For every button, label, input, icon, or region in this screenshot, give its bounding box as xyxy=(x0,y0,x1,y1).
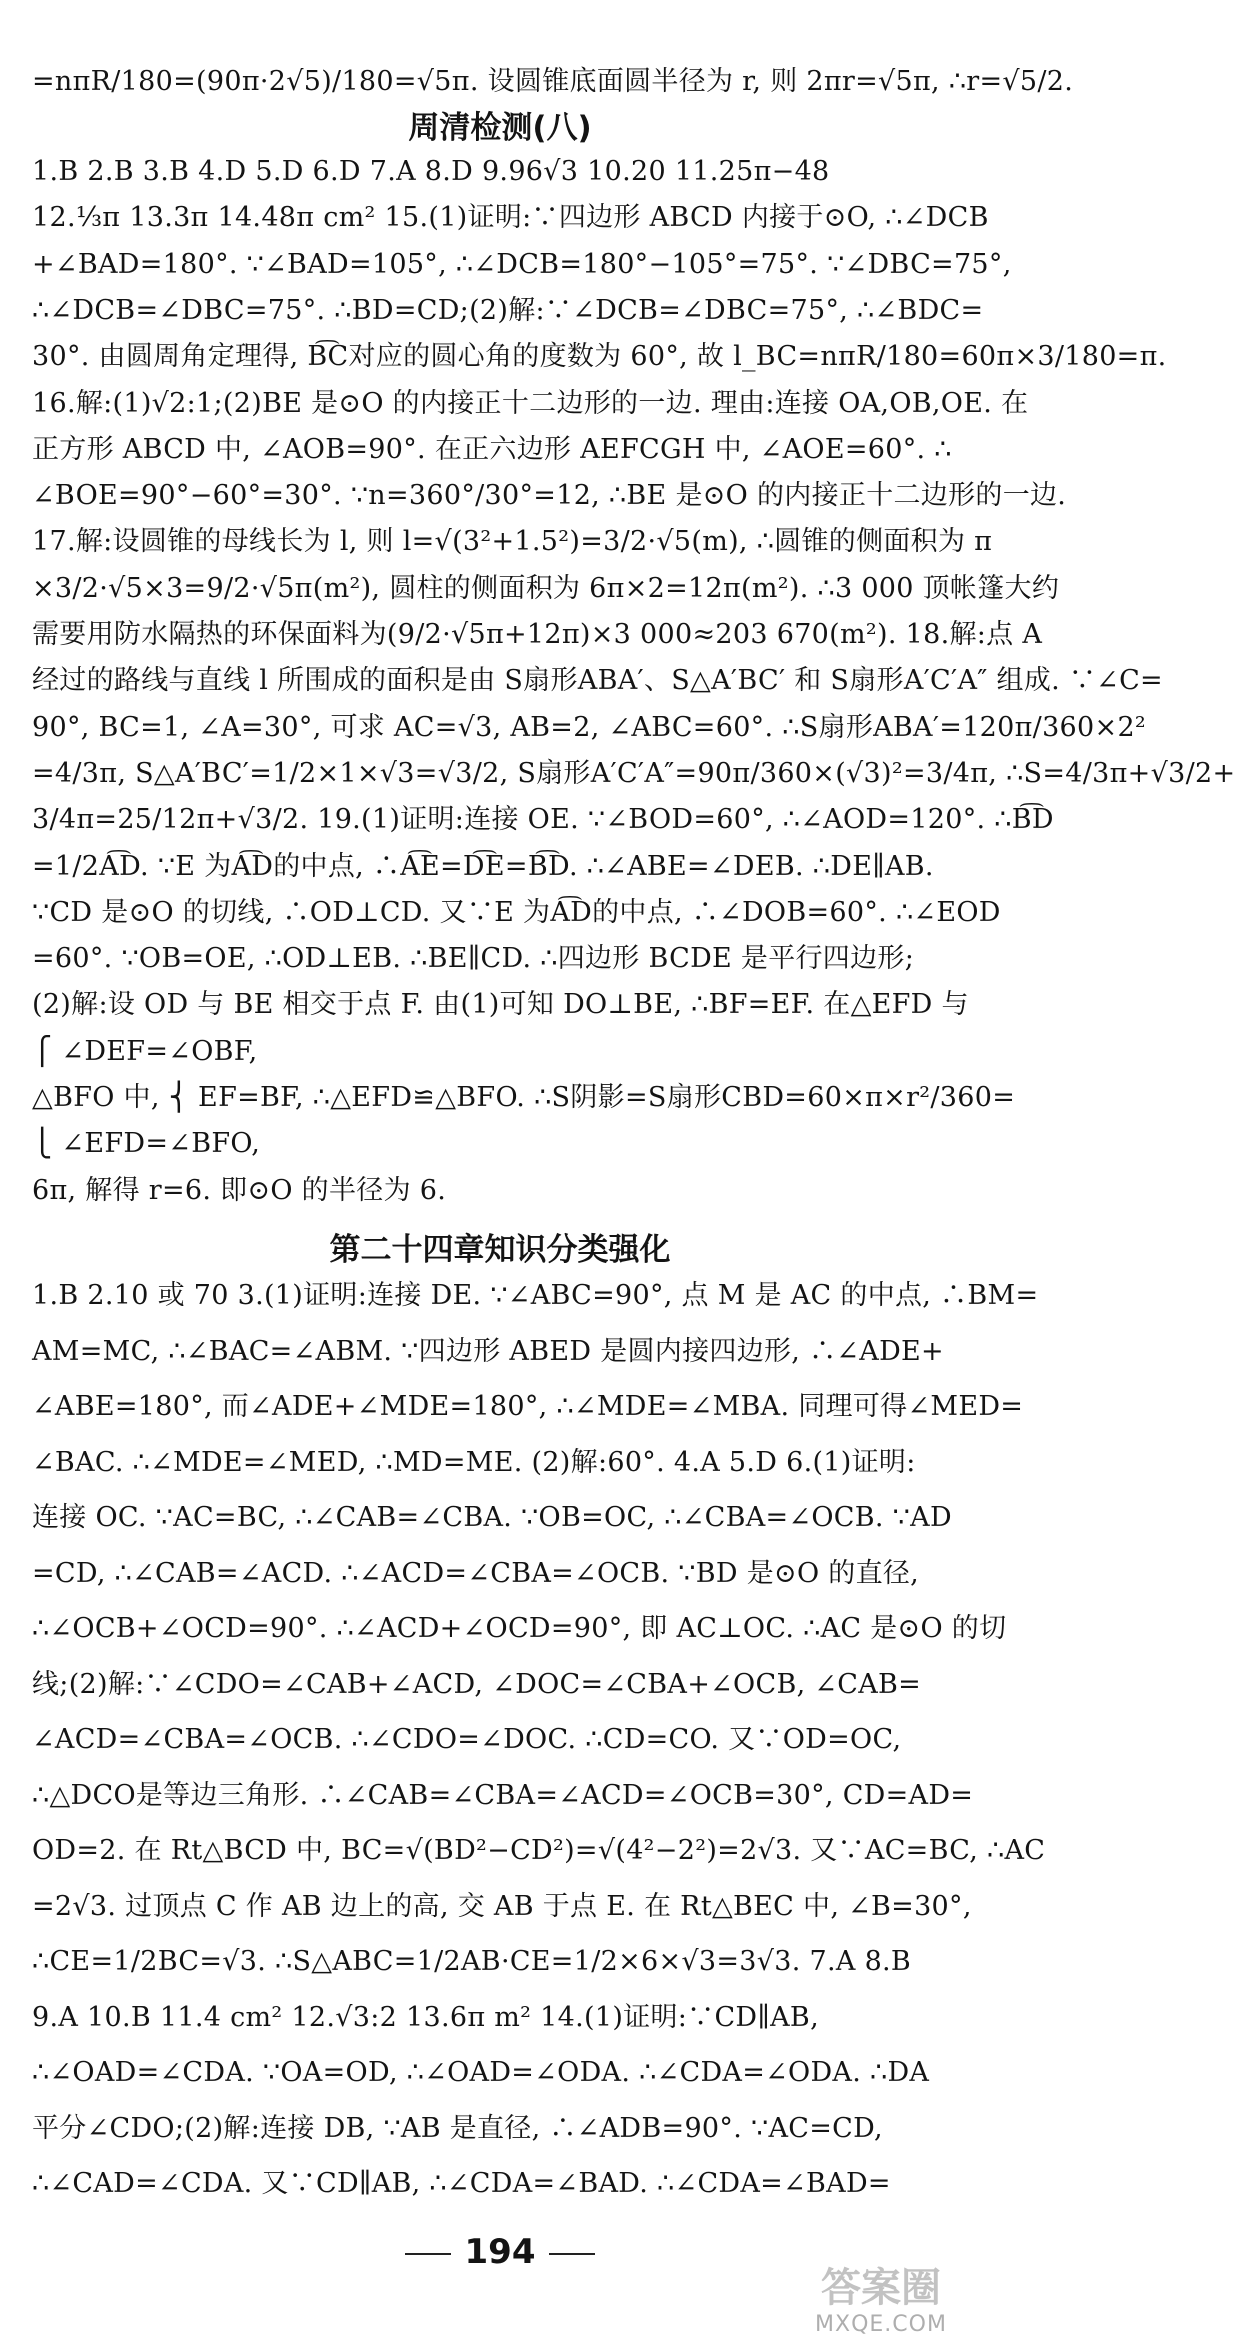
watermark-logo xyxy=(776,2264,986,2344)
section-title-chapter-24-review: 第二十四章知识分类强化 xyxy=(329,1232,671,1268)
page-number-dash-right xyxy=(549,2253,595,2255)
text-line: =2√3. 过顶点 C 作 AB 边上的高, 交 AB 于点 E. 在 Rt△BEC 中, ∠B=30°, xyxy=(32,1890,972,1922)
text-line: 6π, 解得 r=6. 即⊙O 的半径为 6. xyxy=(32,1174,447,1206)
text-line: ∠ACD=∠CBA=∠OCB. ∴∠CDO=∠DOC. ∴CD=CO. 又∵OD=OC, xyxy=(32,1724,902,1755)
page-number-value: 194 xyxy=(464,2232,536,2272)
text-line: 需要用防水隔热的环保面料为(9/2·√5π+12π)×3 000≈203 670(m²). 18.解:点 A xyxy=(32,619,1043,650)
text-line: 1.B 2.10 或 70 3.(1)证明:连接 DE. ∵∠ABC=90°, 点 M 是 AC 的中点, ∴BM= xyxy=(32,1280,1039,1311)
text-line: 正方形 ABCD 中, ∠AOB=90°. 在正六边形 AEFCGH 中, ∠AOE=60°. ∴ xyxy=(32,433,952,465)
text-line: ⎩ ∠EFD=∠BFO, xyxy=(32,1128,261,1160)
watermark-logo-text: 答案圈 xyxy=(821,2265,941,2311)
text-line: ∠ABE=180°, 而∠ADE+∠MDE=180°, ∴∠MDE=∠MBA. 同理可得∠MED= xyxy=(32,1391,1024,1422)
text-line: +∠BAD=180°. ∵∠BAD=105°, ∴∠DCB=180°−105°=75°. ∵∠DBC=75°, xyxy=(32,248,1012,280)
text-line: ∠BAC. ∴∠MDE=∠MED, ∴MD=ME. (2)解:60°. 4.A 5.D 6.(1)证明: xyxy=(32,1446,916,1478)
text-line: ∠BOE=90°−60°=30°. ∵n=360°/30°=12, ∴BE 是⊙O 的内接正十二边形的一边. xyxy=(32,480,1067,512)
text-line: =4/3π, S△A′BC′=1/2×1×√3=√3/2, S扇形A′C′A″=90π/360×(√3)²=3/4π, ∴S=4/3π+√3/2+ xyxy=(32,757,1235,789)
text-line: 16.解:(1)√2:1;(2)BE 是⊙O 的内接正十二边形的一边. 理由:连接 OA,OB,OE. 在 xyxy=(32,387,1029,419)
text-line: =nπR/180=(90π·2√5)/180=√5π. 设圆锥底面圆半径为 r, 则 2πr=√5π, ∴r=√5/2. xyxy=(32,66,1074,97)
text-line: ×3/2·√5×3=9/2·√5π(m²), 圆柱的侧面积为 6π×2=12π(m²). ∴3 000 顶帐篷大约 xyxy=(32,572,1060,604)
text-line: 90°, BC=1, ∠A=30°, 可求 AC=√3, AB=2, ∠ABC=60°. ∴S扇形ABA′=120π/360×2² xyxy=(32,711,1147,743)
text-line: ∵CD 是⊙O 的切线, ∴OD⊥CD. 又∵E 为A͡D的中点, ∴∠DOB=60°. ∴∠EOD xyxy=(32,896,1001,928)
text-line: 1.B 2.B 3.B 4.D 5.D 6.D 7.A 8.D 9.96√3 10.20 11.25π−48 xyxy=(32,156,830,187)
text-line: 17.解:设圆锥的母线长为 l, 则 l=√(3²+1.5²)=3/2·√5(m), ∴圆锥的侧面积为 π xyxy=(32,526,993,558)
text-line: ⎧ ∠DEF=∠OBF, xyxy=(32,1035,258,1067)
text-line: 线;(2)解:∵∠CDO=∠CAB+∠ACD, ∠DOC=∠CBA+∠OCB, ∠CAB= xyxy=(32,1668,922,1700)
text-line: ∴∠OCB+∠OCD=90°. ∴∠ACD+∠OCD=90°, 即 AC⊥OC. ∴AC 是⊙O 的切 xyxy=(32,1613,1007,1644)
text-line: OD=2. 在 Rt△BCD 中, BC=√(BD²−CD²)=√(4²−2²)=2√3. 又∵AC=BC, ∴AC xyxy=(32,1835,1046,1866)
watermark-url: MXQE.COM xyxy=(815,2312,947,2337)
text-line: ∴CE=1/2BC=√3. ∴S△ABC=1/2AB·CE=1/2×6×√3=3√3. 7.A 8.B xyxy=(32,1946,912,1977)
text-line: =60°. ∵OB=OE, ∴OD⊥EB. ∴BE∥CD. ∴四边形 BCDE 是平行四边形; xyxy=(32,943,915,975)
text-line: (2)解:设 OD 与 BE 相交于点 F. 由(1)可知 DO⊥BE, ∴BF=EF. 在△EFD 与 xyxy=(32,989,969,1021)
text-line: 经过的路线与直线 l 所围成的面积是由 S扇形ABA′、S△A′BC′ 和 S扇形A′C′A″ 组成. ∵∠C= xyxy=(32,665,1163,697)
text-line: △BFO 中, ⎨ EF=BF, ∴△EFD≌△BFO. ∴S阴影=S扇形CBD=60×π×r²/360= xyxy=(32,1082,1016,1113)
text-line: 3/4π=25/12π+√3/2. 19.(1)证明:连接 OE. ∵∠BOD=60°, ∴∠AOD=120°. ∴B͡D xyxy=(32,804,1054,836)
text-line: ∴△DCO是等边三角形. ∴∠CAB=∠CBA=∠ACD=∠OCB=30°, CD=AD= xyxy=(32,1779,974,1811)
text-line: =CD, ∴∠CAB=∠ACD. ∴∠ACD=∠CBA=∠OCB. ∵BD 是⊙O 的直径, xyxy=(32,1557,920,1589)
text-line: AM=MC, ∴∠BAC=∠ABM. ∵四边形 ABED 是圆内接四边形, ∴∠ADE+ xyxy=(32,1335,944,1367)
text-line: ∴∠OAD=∠CDA. ∵OA=OD, ∴∠OAD=∠ODA. ∴∠CDA=∠ODA. ∴DA xyxy=(32,2057,930,2088)
text-line: ∴∠CAD=∠CDA. 又∵CD∥AB, ∴∠CDA=∠BAD. ∴∠CDA=∠BAD= xyxy=(32,2168,891,2199)
page-number-dash-left xyxy=(405,2253,451,2255)
text-line: 平分∠CDO;(2)解:连接 DB, ∵AB 是直径, ∴∠ADB=90°. ∵AC=CD, xyxy=(32,2112,883,2144)
text-line: 30°. 由圆周角定理得, B͡C对应的圆心角的度数为 60°, 故 l_BC=nπR/180=60π×3/180=π. xyxy=(32,341,1167,373)
section-title-weekly-test-8: 周清检测(八) xyxy=(408,110,592,146)
text-line: 9.A 10.B 11.4 cm² 12.√3:2 13.6π m² 14.(1)证明:∵CD∥AB, xyxy=(32,2001,819,2033)
text-line: 12.⅓π 13.3π 14.48π cm² 15.(1)证明:∵四边形 ABCD 内接于⊙O, ∴∠DCB xyxy=(32,202,989,234)
text-line: ∴∠DCB=∠DBC=75°. ∴BD=CD;(2)解:∵∠DCB=∠DBC=75°, ∴∠BDC= xyxy=(32,294,984,326)
text-line: =1/2A͡D. ∵E 为A͡D的中点, ∴A͡E=D͡E=B͡D. ∴∠ABE=∠DEB. ∴DE∥AB. xyxy=(32,850,934,882)
text-line: 连接 OC. ∵AC=BC, ∴∠CAB=∠CBA. ∵OB=OC, ∴∠CBA=∠OCB. ∵AD xyxy=(32,1502,952,1533)
